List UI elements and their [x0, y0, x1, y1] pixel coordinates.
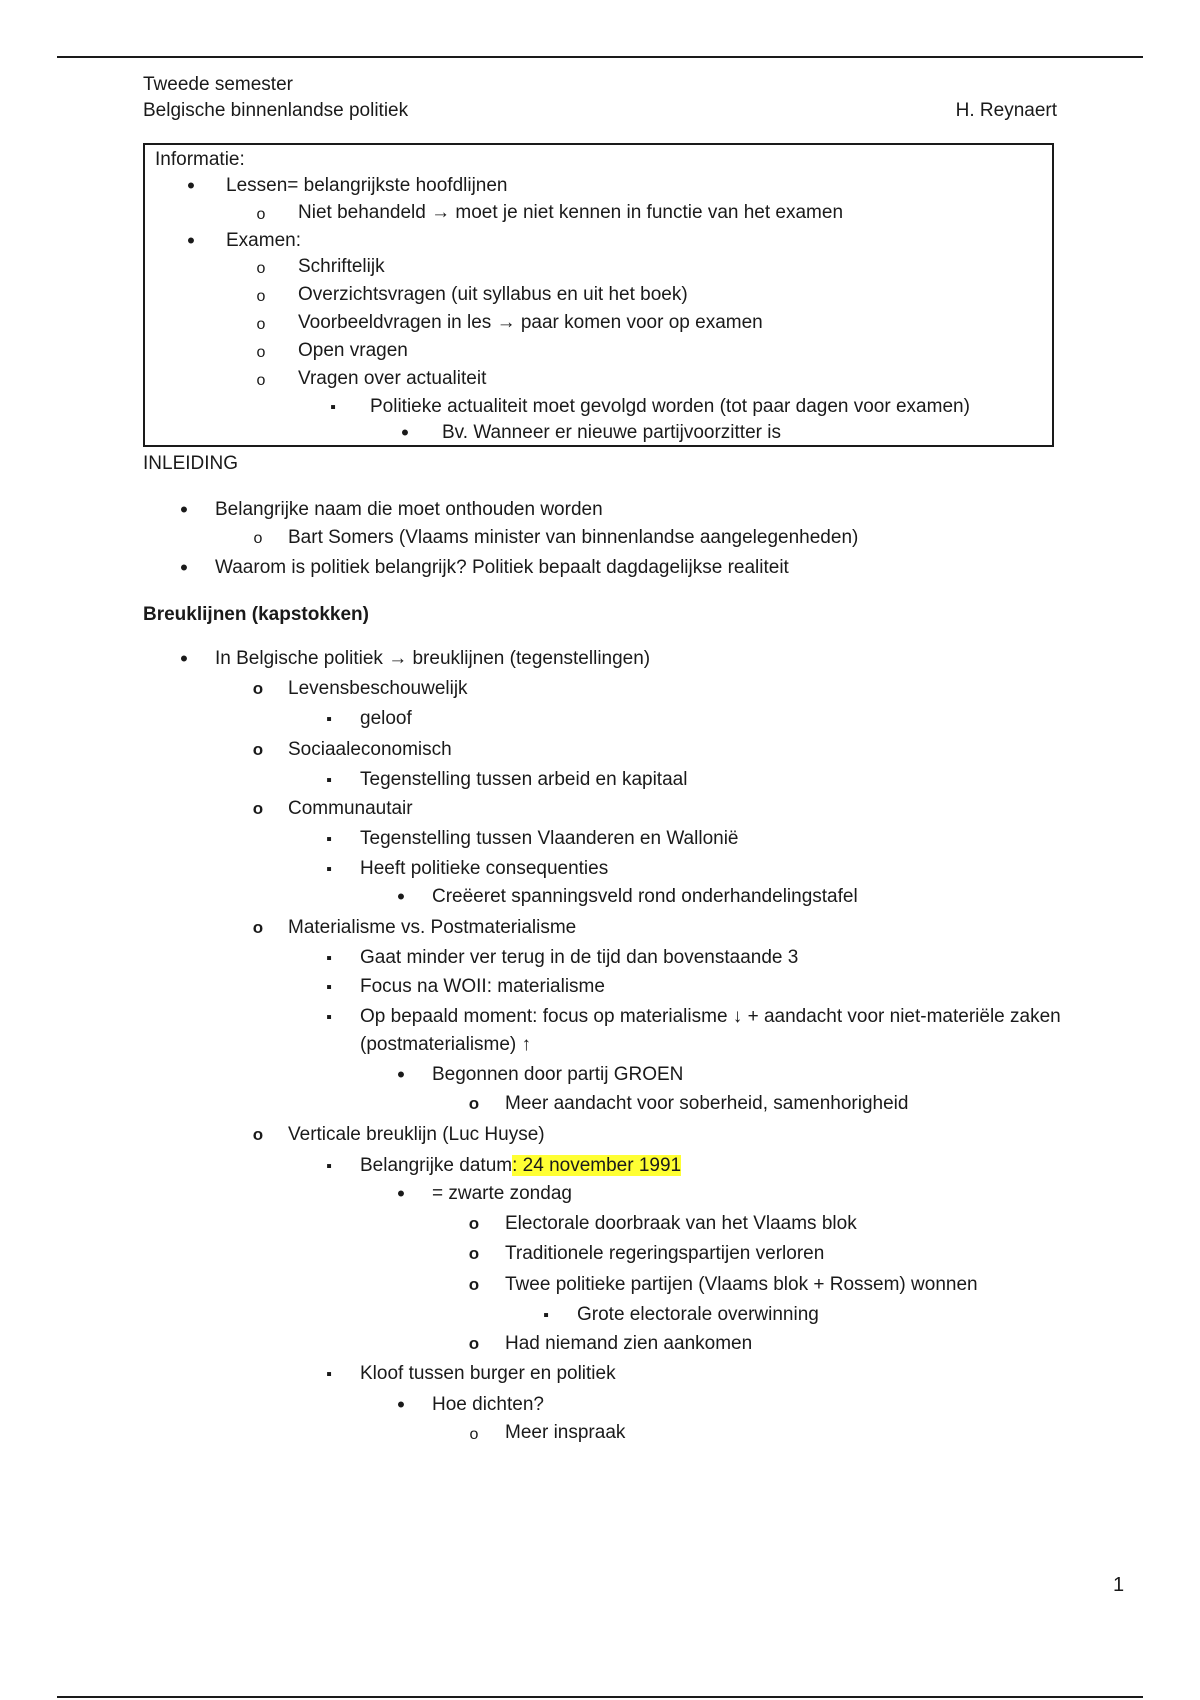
inleiding-item-sub: Bart Somers (Vlaams minister van binnenlandse aangelegenheden): [288, 527, 859, 548]
bullet-disc: [183, 230, 199, 254]
bullet-circle: [253, 313, 269, 336]
bullet-circle: [253, 285, 269, 308]
bullet-square: [321, 1006, 337, 1029]
bullet-disc: [393, 1183, 409, 1207]
bullet-circle: [466, 1243, 482, 1265]
breuklijn-mat-sub: Gaat minder ver terug in de tijd dan bovenstaande 3: [360, 947, 799, 968]
bullet-disc: [176, 557, 192, 581]
bullet-circle: [250, 678, 266, 700]
inleiding-heading: INLEIDING: [143, 453, 239, 474]
bullet-circle: [250, 1124, 266, 1146]
bullet-square: [321, 708, 337, 731]
bullet-disc: [397, 422, 413, 446]
info-lessen: Lessen= belangrijkste hoofdlijnen: [226, 175, 508, 196]
bullet-circle: [253, 203, 269, 226]
info-box: [143, 143, 1054, 447]
info-title: Informatie:: [155, 149, 245, 170]
info-examen-item: Voorbeeldvragen in les → paar komen voor op examen: [298, 312, 763, 333]
breuklijnen-heading: Breuklijnen (kapstokken): [143, 604, 369, 625]
bullet-disc: [183, 175, 199, 199]
bullet-square: [321, 858, 337, 881]
bullet-disc: [393, 1394, 409, 1418]
bullet-disc: [393, 1064, 409, 1088]
breuklijn-vert: Verticale breuklijn (Luc Huyse): [288, 1124, 545, 1145]
bullet-square: [538, 1304, 554, 1327]
bullet-square: [321, 1363, 337, 1386]
bullet-square: [321, 1155, 337, 1178]
kloof: Kloof tussen burger en politiek: [360, 1363, 616, 1384]
bullet-circle: [250, 798, 266, 820]
breuklijn-mat-sub: Op bepaald moment: focus op materialisme ↓ + aandacht voor niet-materiële zaken: [360, 1006, 1061, 1027]
bullet-disc: [176, 648, 192, 672]
bullet-circle: [250, 917, 266, 939]
breuklijn-commu-sub: Heeft politieke consequenties: [360, 858, 609, 879]
inleiding-item: Belangrijke naam die moet onthouden worden: [215, 499, 603, 520]
bullet-circle: [466, 1274, 482, 1296]
breuklijn-mat-sub-cont: (postmaterialisme) ↑: [360, 1034, 532, 1055]
info-examen-item: Overzichtsvragen (uit syllabus en uit het boek): [298, 284, 688, 305]
bullet-square: [325, 396, 341, 419]
inleiding-item: Waarom is politiek belangrijk? Politiek bepaalt dagdagelijkse realiteit: [215, 557, 789, 578]
info-examen-item: Open vragen: [298, 340, 408, 361]
breuklijn-mat-subsubsub: Meer aandacht voor soberheid, samenhorigheid: [505, 1093, 909, 1114]
bullet-circle: [253, 257, 269, 280]
header-semester: Tweede semester: [143, 74, 293, 95]
breuklijn-commu-sub: Tegenstelling tussen Vlaanderen en Wallonië: [360, 828, 739, 849]
zondag-item: Twee politieke partijen (Vlaams blok + Rossem) wonnen: [505, 1274, 978, 1295]
bullet-circle: [253, 369, 269, 392]
header-row: [143, 100, 1057, 122]
overwinning: Grote electorale overwinning: [577, 1304, 819, 1325]
zondag-item: Had niemand zien aankomen: [505, 1333, 753, 1354]
breuklijn-socio: Sociaaleconomisch: [288, 739, 452, 760]
bottom-rule: [57, 1696, 1143, 1698]
info-examen: Examen:: [226, 230, 301, 251]
date-highlight: : 24 november 1991: [512, 1155, 682, 1176]
hoe-dichten: Hoe dichten?: [432, 1394, 544, 1415]
breuklijn-commu: Communautair: [288, 798, 413, 819]
breuklijn-mat: Materialisme vs. Postmaterialisme: [288, 917, 577, 938]
bullet-circle: [466, 1423, 482, 1446]
bullet-circle: [253, 341, 269, 364]
meer-inspraak: Meer inspraak: [505, 1422, 626, 1443]
bullet-circle: [466, 1333, 482, 1355]
zwarte-zondag: = zwarte zondag: [432, 1183, 572, 1204]
bullet-disc: [176, 499, 192, 523]
bullet-square: [321, 976, 337, 999]
info-actualiteit: Politieke actualiteit moet gevolgd worden (tot paar dagen voor examen): [370, 396, 970, 417]
bullet-square: [321, 769, 337, 792]
bullet-circle: [466, 1213, 482, 1235]
header-author: H. Reynaert: [955, 100, 1057, 121]
breuklijn-commu-subsub: Creëeret spanningsveld rond onderhandelingstafel: [432, 886, 858, 907]
page-number: 1: [1113, 1574, 1125, 1596]
zondag-item: Electorale doorbraak van het Vlaams blok: [505, 1213, 857, 1234]
breuklijn-mat-subsub: Begonnen door partij GROEN: [432, 1064, 684, 1085]
bullet-disc: [393, 886, 409, 910]
bullet-square: [321, 947, 337, 970]
date-label: Belangrijke datum: [360, 1155, 513, 1176]
info-examen-item: Vragen over actualiteit: [298, 368, 487, 389]
breuklijn-levens: Levensbeschouwelijk: [288, 678, 468, 699]
info-actualiteit-sub: Bv. Wanneer er nieuwe partijvoorzitter is: [442, 422, 781, 443]
info-examen-item: Schriftelijk: [298, 256, 385, 277]
bullet-circle: [250, 739, 266, 761]
breuklijn-socio-sub: Tegenstelling tussen arbeid en kapitaal: [360, 769, 688, 790]
zondag-item: Traditionele regeringspartijen verloren: [505, 1243, 825, 1264]
bullet-circle: [466, 1093, 482, 1115]
header-course: Belgische binnenlandse politiek: [143, 100, 409, 121]
breuklijnen-intro: In Belgische politiek → breuklijnen (tegenstellingen): [215, 648, 651, 669]
bullet-square: [321, 828, 337, 851]
bullet-circle: [250, 527, 266, 550]
info-lessen-sub: Niet behandeld → moet je niet kennen in functie van het examen: [298, 202, 844, 223]
top-rule: [57, 56, 1143, 58]
breuklijn-vert-date: [360, 1155, 681, 1177]
breuklijn-mat-sub: Focus na WOII: materialisme: [360, 976, 605, 997]
breuklijn-levens-sub: geloof: [360, 708, 412, 729]
